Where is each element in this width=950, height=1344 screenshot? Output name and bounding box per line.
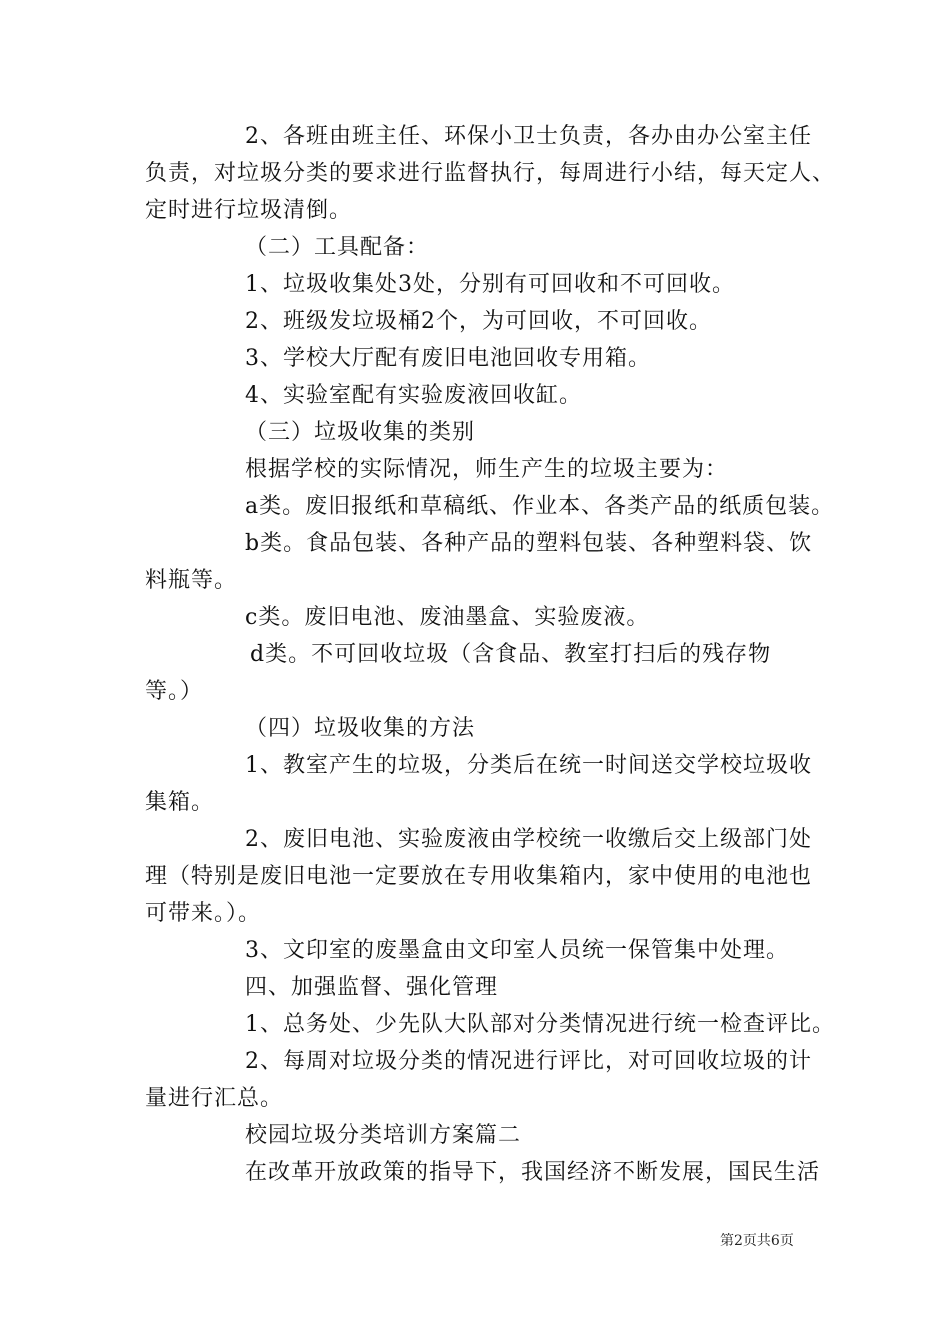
paragraph-line: b类。食品包装、各种产品的塑料包装、各种塑料袋、饮 [245,531,813,556]
paragraph-line: 1、教室产生的垃圾，分类后在统一时间送交学校垃圾收 [245,753,812,778]
section-heading: 校园垃圾分类培训方案篇二 [245,1123,522,1148]
paragraph-line: 2、废旧电池、实验废液由学校统一收缴后交上级部门处 [245,827,812,852]
paragraph-line: 1、垃圾收集处3处，分别有可回收和不可回收。 [245,272,735,297]
paragraph-line: 在改革开放政策的指导下，我国经济不断发展，国民生活 [245,1160,821,1185]
section-heading: 四、加强监督、强化管理 [245,975,499,1000]
paragraph-line: 负责，对垃圾分类的要求进行监督执行，每周进行小结，每天定人、 [145,161,836,186]
paragraph-line: 定时进行垃圾清倒。 [145,198,353,223]
paragraph-line: 理（特别是废旧电池一定要放在专用收集箱内，家中使用的电池也 [145,864,813,889]
paragraph-line: 2、每周对垃圾分类的情况进行评比，对可回收垃圾的计 [245,1049,812,1074]
section-heading: （四）垃圾收集的方法 [245,716,476,741]
paragraph-line: 集箱。 [145,790,215,815]
paragraph-line: 2、班级发垃圾桶2个，为可回收，不可回收。 [245,309,712,334]
section-heading: （二）工具配备： [245,235,430,260]
section-heading: （三）垃圾收集的类别 [245,420,476,445]
page-number-footer: 第2页共6页 [720,1233,794,1249]
paragraph-line: a类。废旧报纸和草稿纸、作业本、各类产品的纸质包装。 [245,494,835,519]
paragraph-line: d类。不可回收垃圾（含食品、教室打扫后的残存物 [250,642,772,667]
paragraph-line: 可带来。）。 [145,901,262,926]
paragraph-line: 3、学校大厅配有废旧电池回收专用箱。 [245,346,651,371]
paragraph-line: c类。废旧电池、废油墨盒、实验废液。 [245,605,650,630]
paragraph-line: 4、实验室配有实验废液回收缸。 [245,383,582,408]
paragraph-line: 等。） [145,679,204,704]
paragraph-line: 2、各班由班主任、环保小卫士负责，各办由办公室主任 [245,124,812,149]
paragraph-line: 料瓶等。 [145,568,238,593]
paragraph-line: 根据学校的实际情况，师生产生的垃圾主要为： [245,457,729,482]
paragraph-line: 量进行汇总。 [145,1086,284,1111]
paragraph-line: 3、文印室的废墨盒由文印室人员统一保管集中处理。 [245,938,789,963]
paragraph-line: 1、总务处、少先队大队部对分类情况进行统一检查评比。 [245,1012,835,1037]
